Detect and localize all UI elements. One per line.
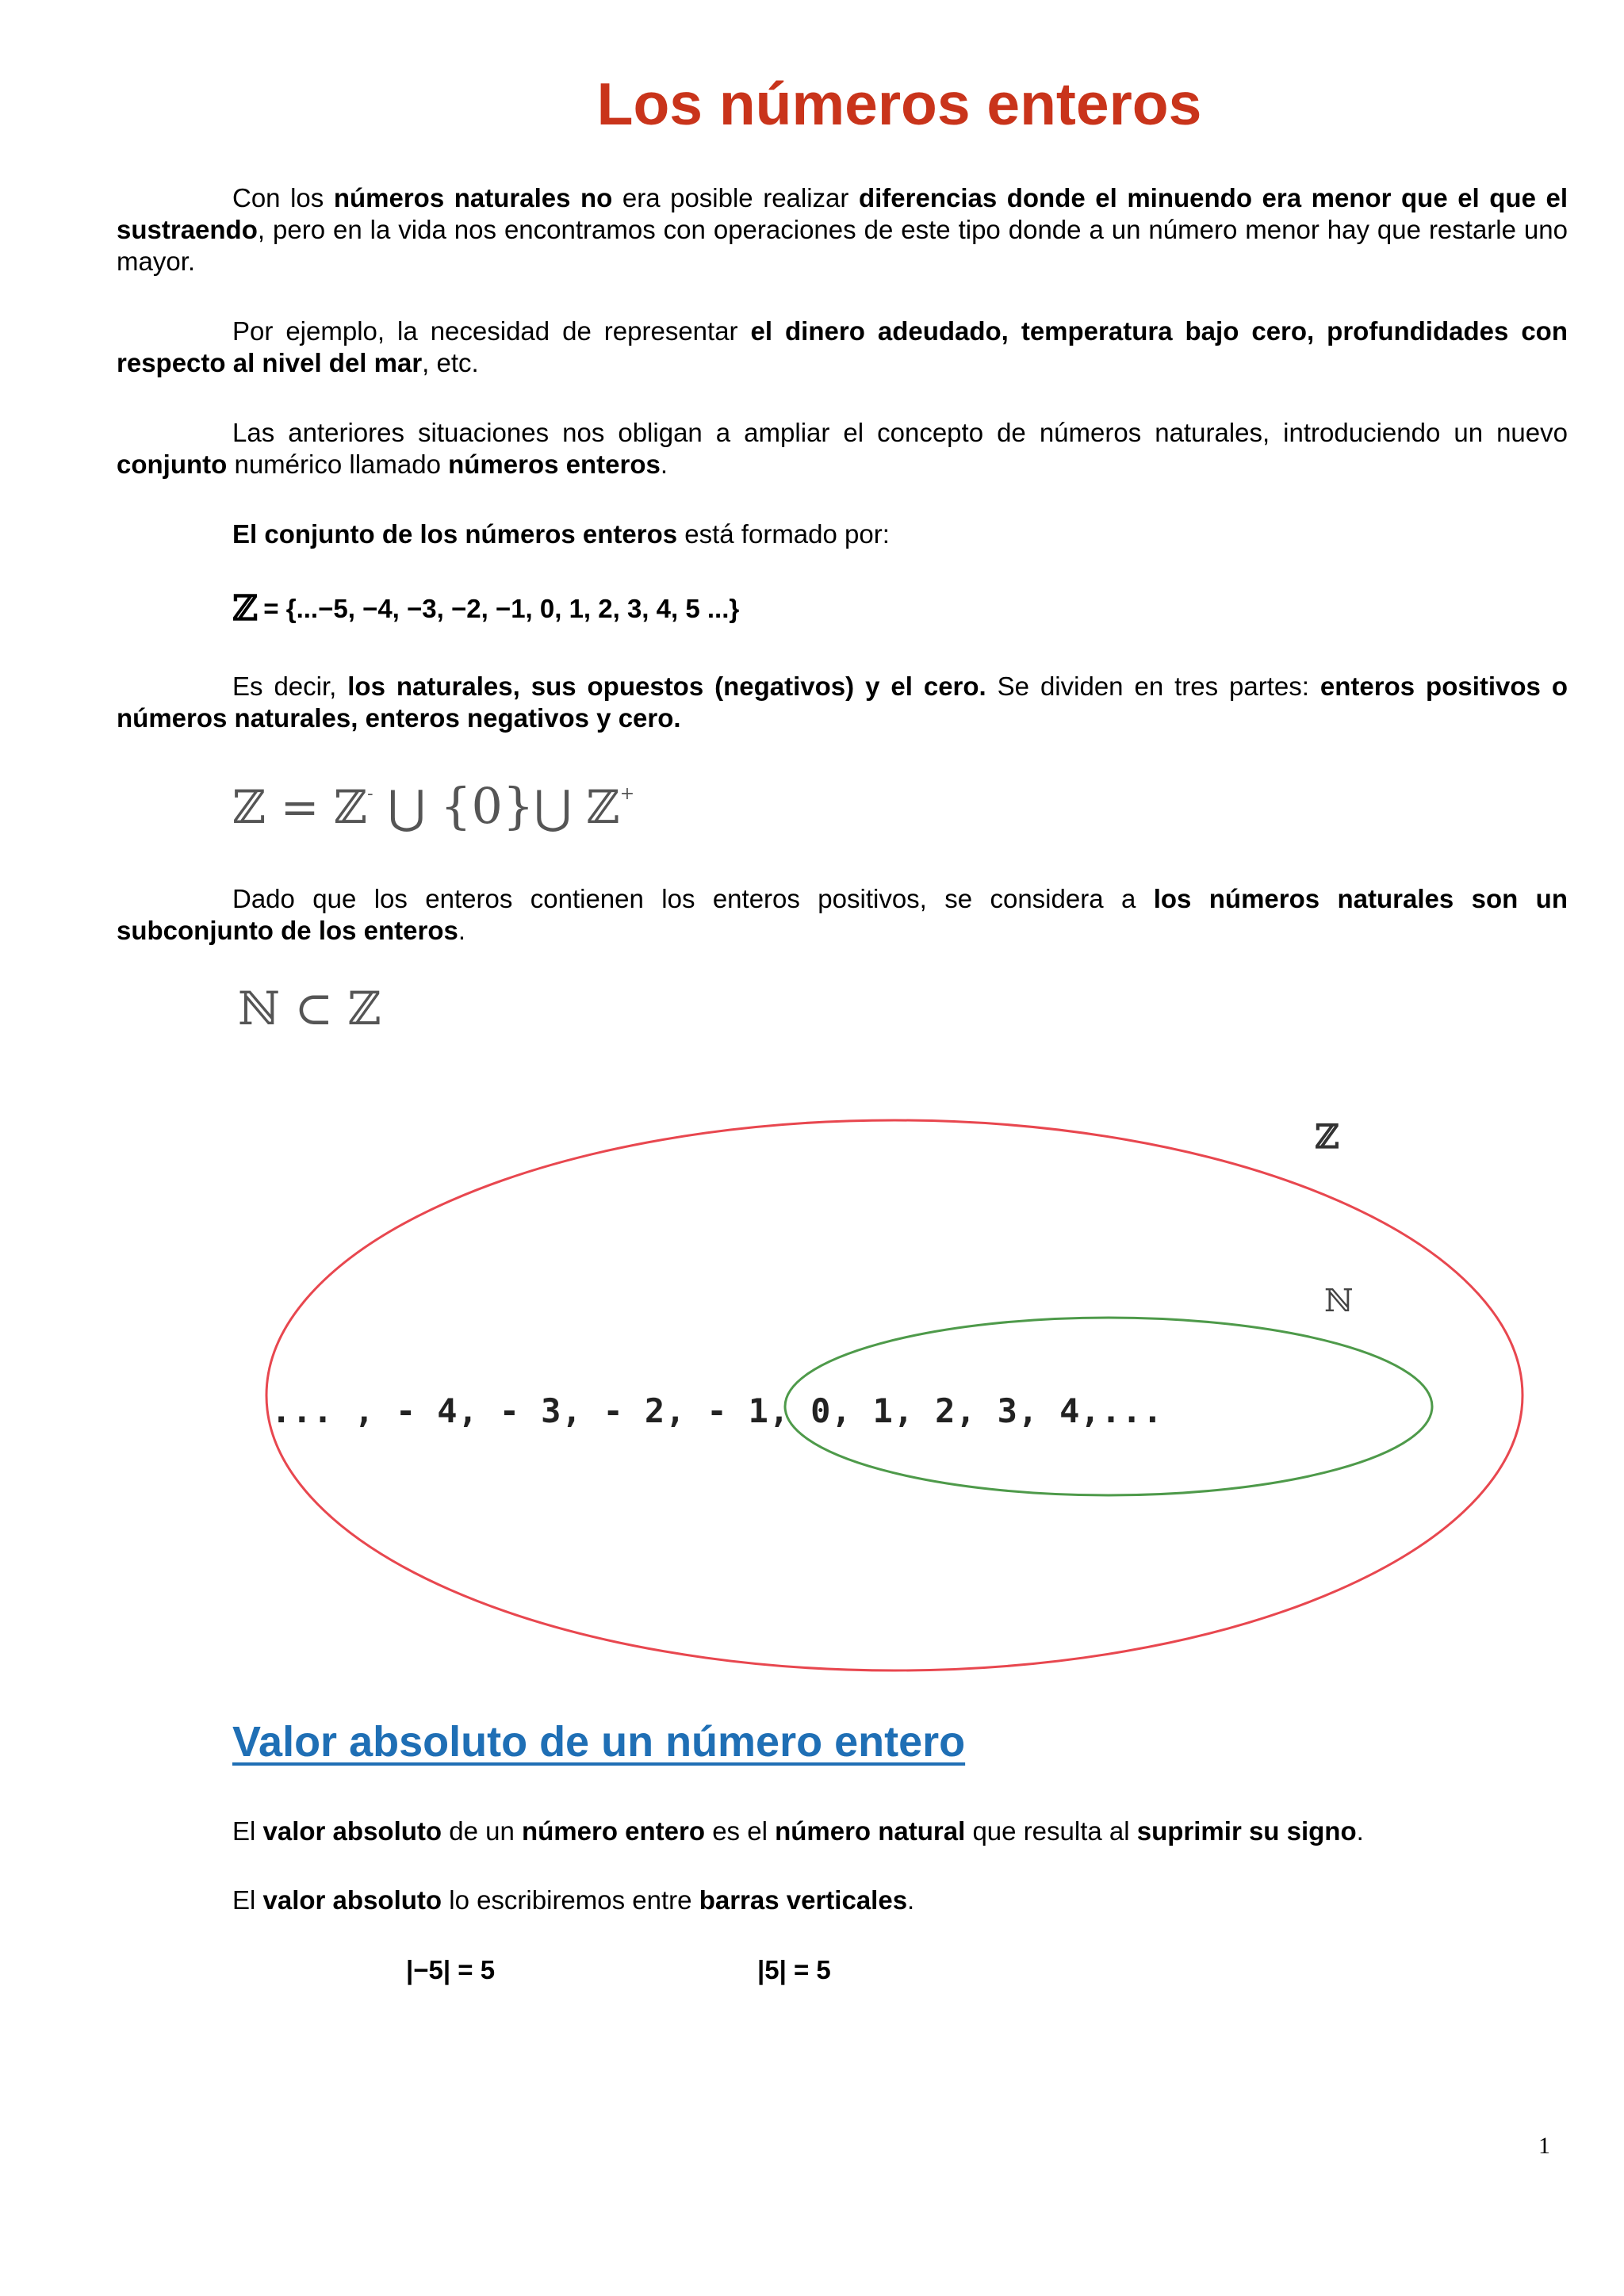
bold-text-run: diferencias donde el minuendo era menor que el que el sustraendo (117, 183, 1568, 244)
paragraph-parts (117, 671, 1568, 734)
text-run: . (907, 1885, 915, 1915)
text-run: Se dividen en tres partes: (986, 672, 1320, 701)
text-run: . (458, 916, 466, 945)
text-run: Con los (232, 183, 334, 212)
integers-label: ℤ (1315, 1117, 1339, 1156)
text-run: . (660, 450, 668, 479)
bold-text-run: número natural (775, 1816, 966, 1846)
section-heading-absolute-value: Valor absoluto de un número entero (232, 1718, 966, 1766)
paragraph-example (117, 316, 1568, 379)
text-run: numérico llamado (227, 450, 449, 479)
text-run: Por ejemplo, la necesidad de representar (232, 316, 751, 346)
text-run: que resulta al (965, 1816, 1137, 1846)
text-run: Es decir, (232, 672, 348, 701)
text-run: El (232, 1816, 263, 1846)
subset-formula: ℕ ⊂ ℤ (238, 982, 381, 1035)
bold-text-run: los naturales, sus opuestos (negativos) y el cero. (347, 672, 986, 701)
bold-text-run: enteros positivos o números naturales, enteros negativos y cero. (117, 672, 1568, 733)
text-run: , pero en la vida nos encontramos con operaciones de este tipo donde a un número menor hay que restarle uno mayor. (117, 215, 1568, 276)
paragraph-absolute-definition (232, 1816, 1568, 1847)
naturals-label: ℕ (1324, 1283, 1354, 1319)
paragraph-intro (117, 182, 1568, 277)
paragraph-absolute-notation (232, 1885, 1568, 1916)
page-title: Los números enteros (596, 71, 1202, 137)
text-run: . (1356, 1816, 1364, 1846)
venn-diagram (0, 1094, 1624, 1697)
text-run: El (232, 1885, 263, 1915)
integer-sequence: ... , - 4, - 3, - 2, - 1, 0, 1, 2, 3, 4,... (271, 1391, 1162, 1430)
paragraph-set-intro (232, 519, 1568, 550)
integers-symbol: ℤ (232, 588, 257, 629)
bold-text-run: valor absoluto (262, 1816, 442, 1846)
set-elements: = {...−5, −4, −3, −2, −1, 0, 1, 2, 3, 4, 5 ...} (256, 594, 740, 623)
text-run: Las anteriores situaciones nos obligan a ampliar el concepto de números naturales, introduciendo un nuevo (232, 418, 1568, 447)
set-definition (232, 588, 739, 629)
bold-text-run: número entero (521, 1816, 706, 1846)
union-formula: ℤ = ℤ- ⋃ {0}⋃ ℤ+ (232, 777, 635, 835)
bold-text-run: valor absoluto (262, 1885, 442, 1915)
bold-text-run: números naturales no (333, 183, 613, 212)
text-run: está formado por: (677, 519, 890, 549)
bold-text-run: los números naturales son un subconjunto de los enteros (117, 884, 1568, 945)
absolute-example-positive: |5| = 5 (757, 1955, 831, 1984)
text-run: de un (442, 1816, 522, 1846)
absolute-example-negative: |−5| = 5 (406, 1955, 496, 1984)
bold-text-run: suprimir su signo (1136, 1816, 1357, 1846)
text-run: era posible realizar (612, 183, 859, 212)
bold-text-run: El conjunto de los números enteros (232, 519, 678, 549)
paragraph-subset (117, 883, 1568, 947)
text-run: Dado que los enteros contienen los enteros positivos, se considera a (232, 884, 1154, 913)
bold-text-run: barras verticales (699, 1885, 908, 1915)
text-run: es el (705, 1816, 776, 1846)
page-number: 1 (1538, 2133, 1550, 2159)
bold-text-run: números enteros (448, 450, 661, 479)
text-run: lo escribiremos entre (442, 1885, 699, 1915)
paragraph-extension (117, 417, 1568, 480)
bold-text-run: el dinero adeudado, temperatura bajo cero, profundidades con respecto al nivel del mar (117, 316, 1568, 377)
text-run: , etc. (422, 348, 479, 377)
bold-text-run: conjunto (117, 450, 228, 479)
